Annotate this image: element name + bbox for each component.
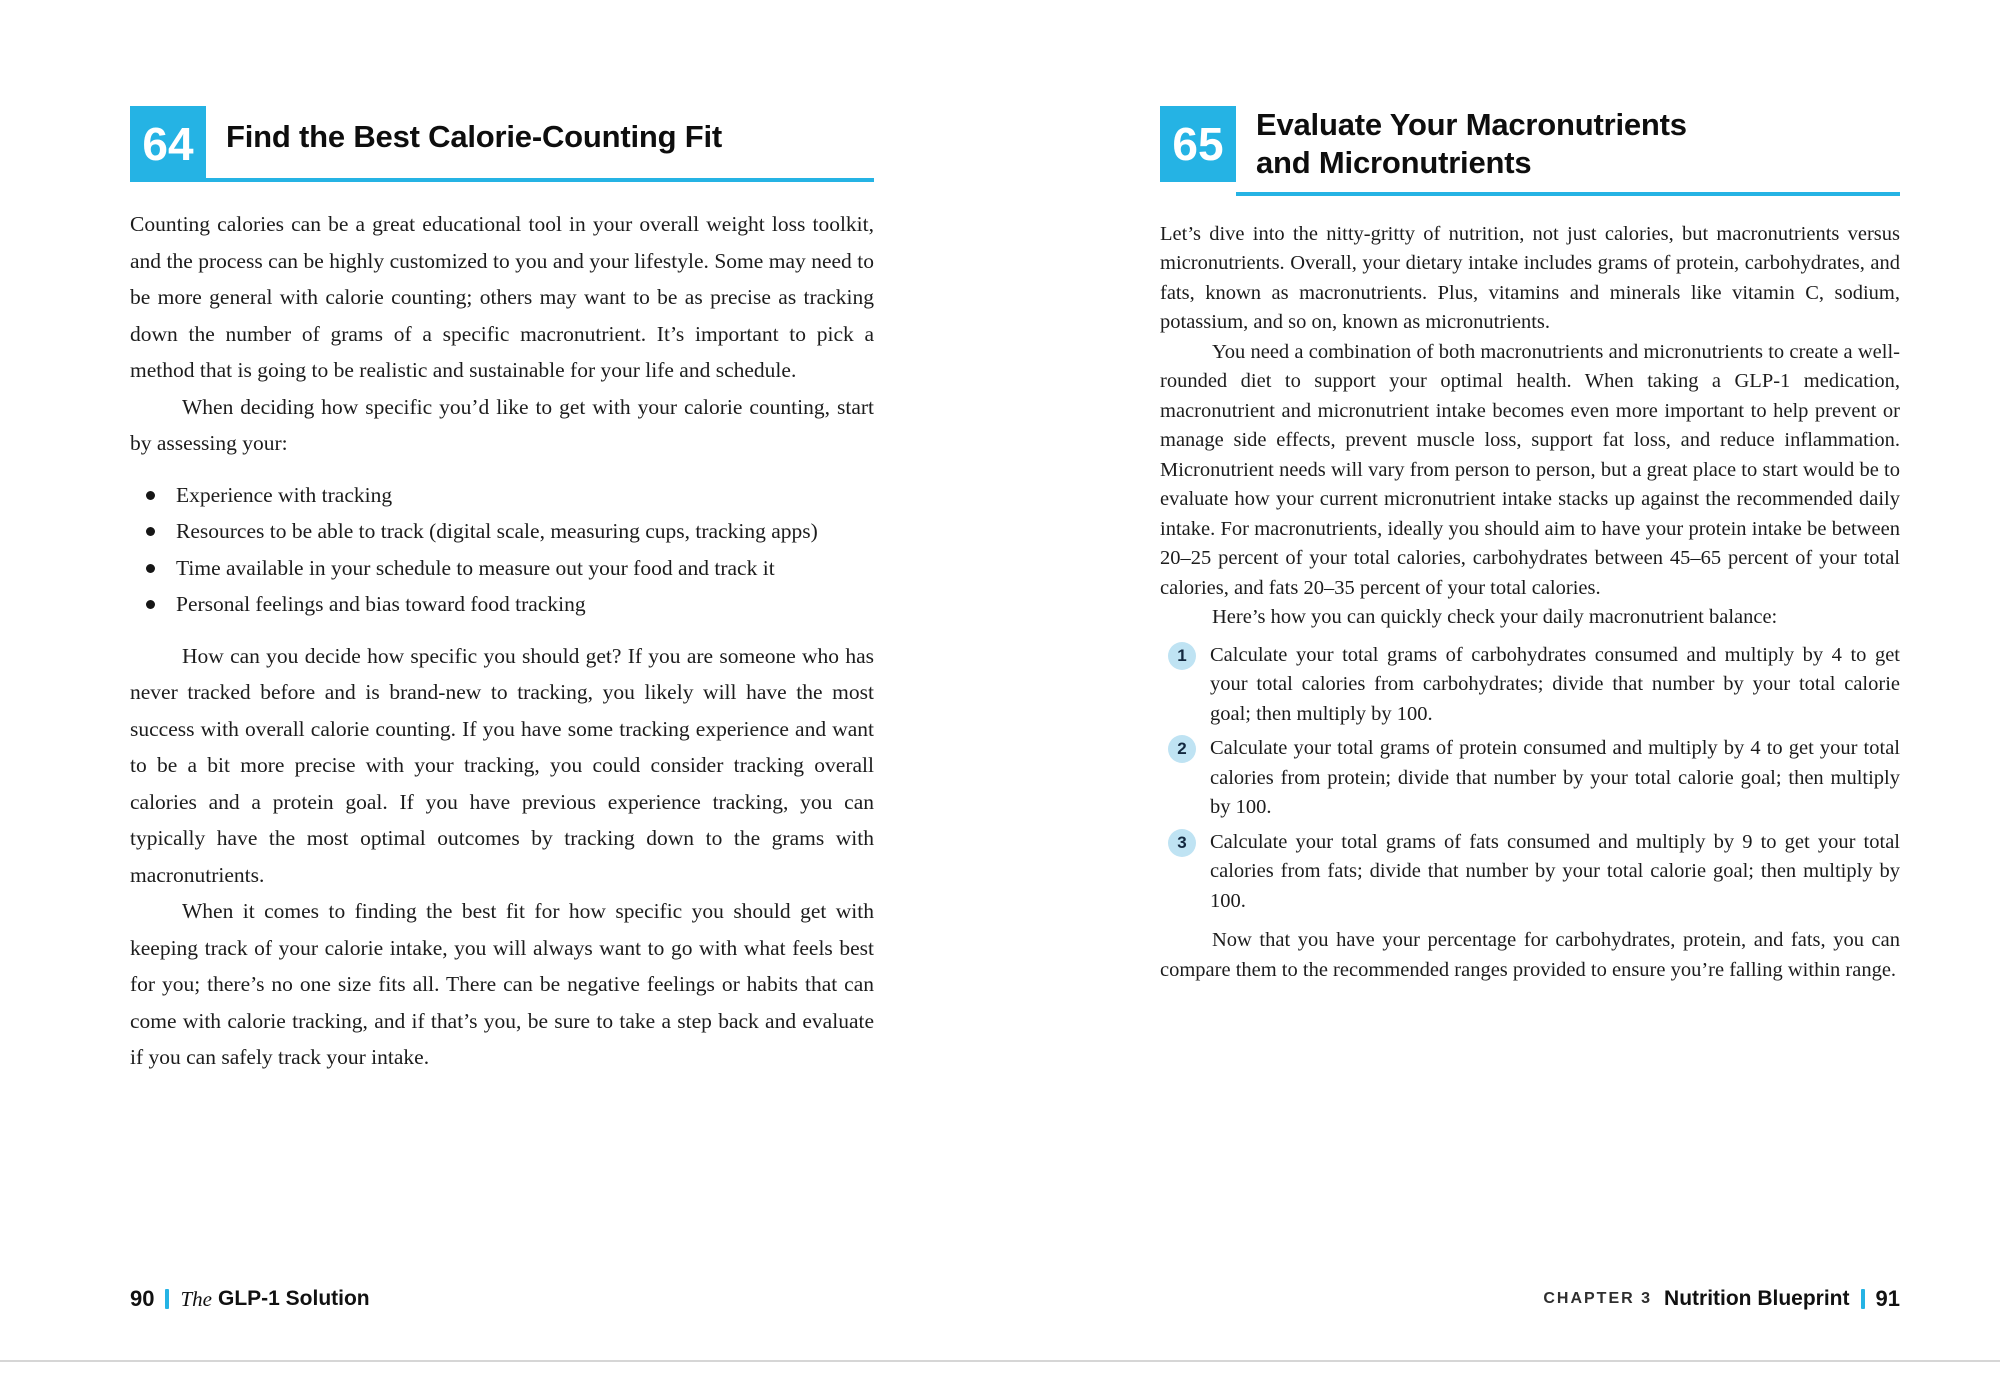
step-text: Calculate your total grams of carbohydrates consumed and multiply by 4 to get your total calories from carbohydrates; divide that number by your total calorie goal; then multiply by 100. [1210,643,1900,725]
body-paragraph: Here’s how you can quickly check your daily macronutrient balance: [1212,606,1778,629]
step-number-badge: 1 [1168,642,1196,670]
bullet-item [130,477,874,514]
left-section-header [130,106,874,182]
section-title [1256,106,1900,182]
bullet-dot-icon [146,564,155,573]
numbered-step-item [1160,641,1900,730]
step-text: Calculate your total grams of protein consumed and multiply by 4 to get your total calories from protein; divide that number by your total calorie goal; then multiply by 100. [1210,737,1900,819]
section-number-badge: 64 [130,106,206,182]
step-text: Calculate your total grams of fats consumed and multiply by 9 to get your total calories from fats; divide that number by your total calorie goal; then multiply by 100. [1210,830,1900,912]
right-page [1160,106,1900,985]
right-section-header [1160,106,1900,196]
body-paragraph: You need a combination of both macronutrients and micronutrients to create a well-rounded diet to support your optimal health. When taking a GLP-1 medication, macronutrient and micronutrient intake becomes even more important to help prevent or manage side effects, prevent muscle loss, support fat loss, and reduce inflammation. Micronutrient needs will vary from person to person, but a great place to start would be to evaluate how your current micronutrient intake stacks up against the recommended daily intake. For macronutrients, ideally you should aim to have your protein intake be between 20–25 percent of your total calories, carbohydrates between 45–65 percent of your total calories, and fats 20–35 percent of your total calories. [1160,340,1900,599]
bullet-text: Personal feelings and bias toward food tracking [176,592,586,616]
page-bottom-edge [0,1360,2000,1362]
right-page-footer [1543,1286,1900,1312]
body-paragraph: When deciding how specific you’d like to get with your calorie counting, start by assessing your: [130,394,874,455]
numbered-step-item [1160,734,1900,823]
bullet-dot-icon [146,491,155,500]
body-paragraph: Counting calories can be a great educational tool in your overall weight loss toolkit, and the process can be highly customized to you and your lifestyle. Some may need to be more general with calorie counting; others may want to be as precise as tracking down the number of grams of a specific macronutrient. It’s important to pick a method that is going to be realistic and sustainable for your life and schedule. [130,212,874,382]
numbered-step-item [1160,828,1900,917]
body-paragraph: When it comes to finding the best fit for how specific you should get with keeping track of your calorie intake, you will always want to go with what feels best for you; there’s no one size fits all. There can be negative feelings or habits that can come with calorie tracking, and if that’s you, be sure to take a step back and evaluate if you can safely track your intake. [130,899,874,1069]
bullet-dot-icon [146,527,155,536]
section-title-line2: and Micronutrients [1256,144,1532,180]
section-title-underline [206,106,874,182]
chapter-label: CHAPTER 3 [1543,1290,1653,1307]
right-body-text [1160,220,1900,986]
page-number: 90 [130,1286,155,1311]
footer-separator-bar [1861,1289,1865,1309]
bullet-text: Experience with tracking [176,482,393,507]
section-title: Find the Best Calorie-Counting Fit [226,119,723,155]
bullet-item [130,550,874,587]
section-title-line1: Evaluate Your Macronutrients [1256,107,1687,142]
step-number-badge: 3 [1168,829,1196,857]
bullet-dot-icon [146,600,155,609]
section-number-badge: 65 [1160,106,1236,182]
page-number: 91 [1875,1286,1900,1311]
body-paragraph: How can you decide how specific you should get? If you are someone who has never tracked before and is brand-new to tracking, you likely will have the most success with overall calorie counting. If you have some tracking experience and want to be a bit more precise with your tracking, you could consider tracking overall calories and a protein goal. If you have previous experience tracking, you can typically have the most optimal outcomes by tracking down to the grams with macronutrients. [130,643,874,887]
book-title: GLP-1 Solution [217,1287,370,1310]
body-paragraph: Let’s dive into the nitty-gritty of nutrition, not just calories, but macronutrients versus micronutrients. Overall, your dietary intake includes grams of protein, carbohydrates, and fats, known as macronutrients. Plus, vitamins and minerals like vitamin C, sodium, potassium, and so on, known as micronutrients. [1160,222,1900,334]
step-number-badge: 2 [1168,735,1196,763]
left-page-footer [130,1286,370,1312]
bullet-text: Resources to be able to track (digital scale, measuring cups, tracking apps) [176,519,818,543]
bullet-item [130,513,874,550]
footer-separator-bar [165,1289,169,1309]
left-body-text [130,206,874,1076]
book-title-the: The [180,1286,212,1311]
bullet-text: Time available in your schedule to measure out your food and track it [176,555,775,580]
left-page [130,106,874,1076]
bullet-item [130,586,874,623]
numbered-step-list [1160,641,1900,917]
section-title-underline [1236,106,1900,196]
chapter-title: Nutrition Blueprint [1664,1287,1850,1310]
bullet-list [130,477,874,623]
body-paragraph: Now that you have your percentage for carbohydrates, protein, and fats, you can compare them to the recommended ranges provided to ensure you’re falling within range. [1160,929,1900,981]
